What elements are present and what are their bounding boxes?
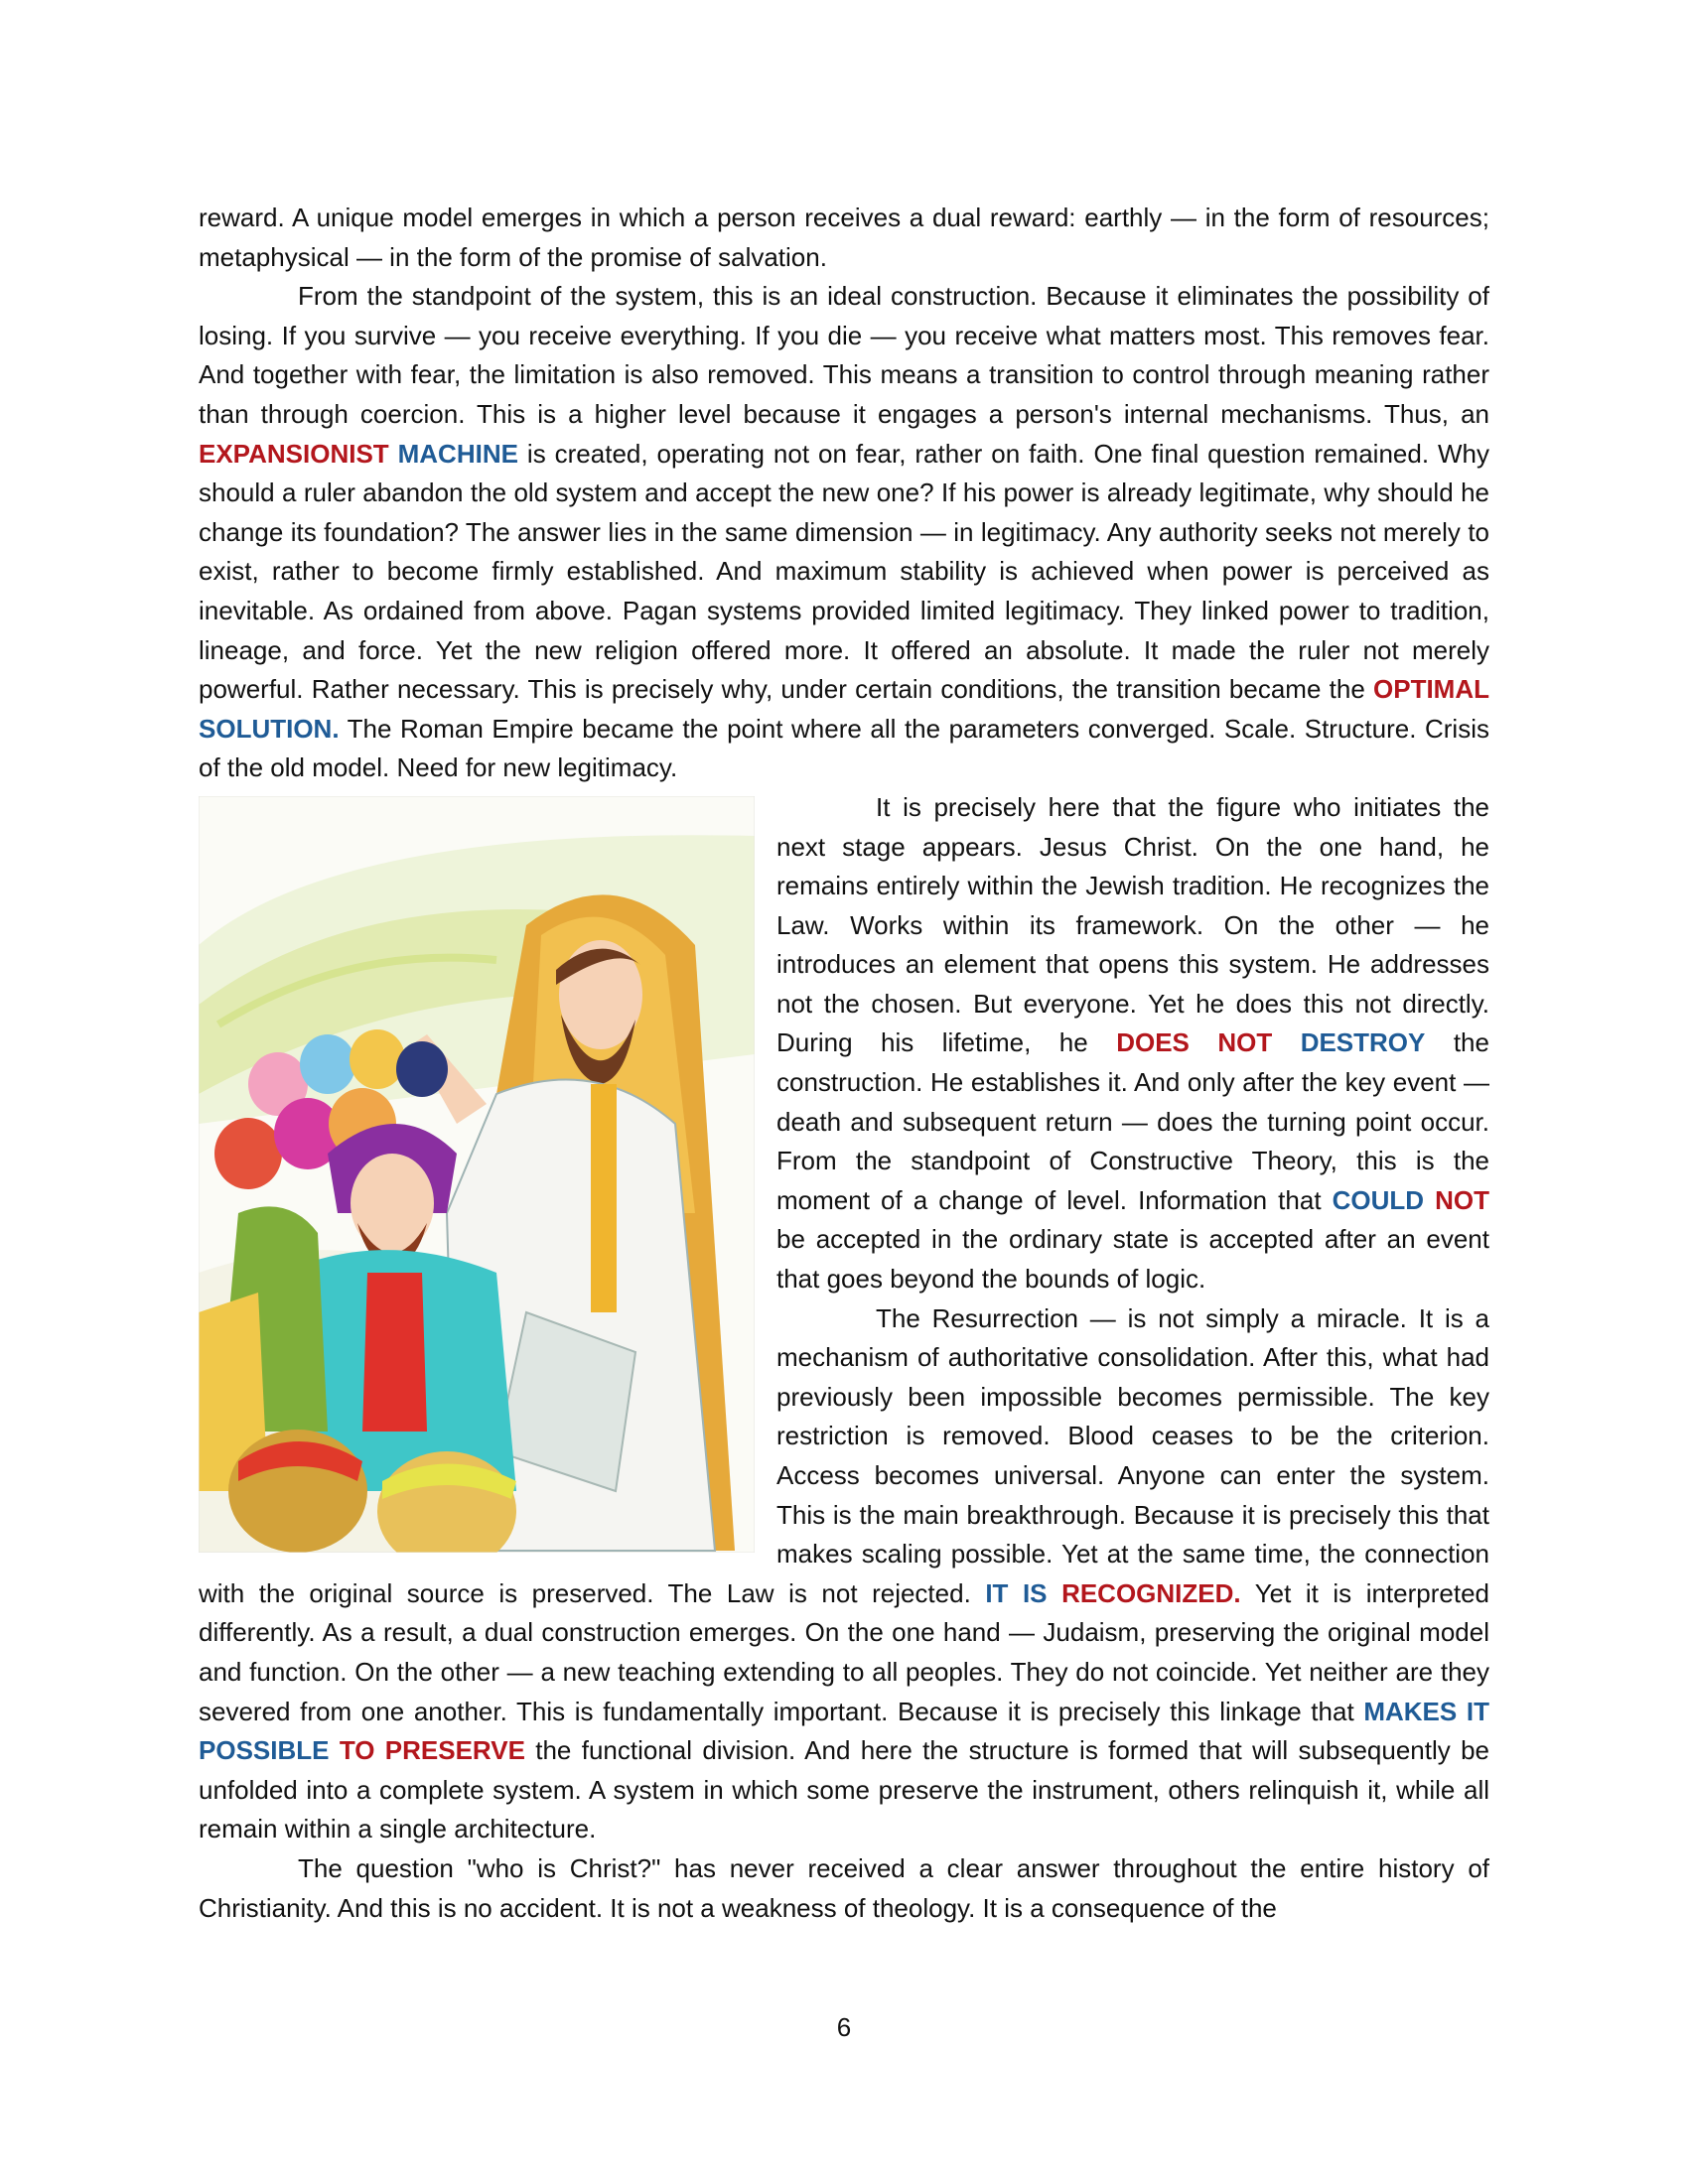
emphasis-destroy: DESTROY bbox=[1300, 1027, 1426, 1058]
emphasis-not: NOT bbox=[1435, 1184, 1489, 1215]
paragraph-4-text-3: the functional division. And here the structure is formed that will subsequently be unfolded into a complete system. A system in which some preserve the instrument, others relinquish it, while all remain within a single architecture. bbox=[199, 1735, 1489, 1844]
paragraph-4-text-2: Yet it is interpreted differently. As a result, a dual construction emerges. On the one hand — Judaism, preserving the original model and function. On the other — a new teaching extending to all peoples. They do not coincide. Yet neither are they severed from one another. This is fundamentally important. Because it is precisely this linkage that bbox=[199, 1577, 1489, 1726]
emphasis-makes-it-possible: MAKES IT POSSIBLE bbox=[199, 1696, 1489, 1766]
emphasis-expansionist: EXPANSIONIST bbox=[199, 438, 389, 469]
emphasis-machine: MACHINE bbox=[397, 438, 518, 469]
emphasis-it-is: IT IS bbox=[985, 1577, 1048, 1608]
emphasis-to-preserve: TO PRESERVE bbox=[339, 1735, 525, 1766]
emphasis-recognized: RECOGNIZED. bbox=[1061, 1577, 1241, 1608]
page-number: 6 bbox=[836, 2012, 852, 2042]
emphasis-solution: SOLUTION. bbox=[199, 713, 340, 744]
page-body bbox=[199, 199, 1489, 1928]
paragraph-5: The question "who is Christ?" has never received a clear answer throughout the entire history of Christianity. And this is no accident. It is not a weakness of theology. It is a consequence of the bbox=[199, 1852, 1489, 1923]
paragraph-2-text-3: The Roman Empire became the point where all the parameters converged. Scale. Structure. Crisis of the old model. Need for new legitimacy. bbox=[199, 713, 1489, 783]
paragraph-2-text-1: From the standpoint of the system, this is an ideal construction. Because it eliminates the possibility of losing. If you survive — you receive everything. If you die — you receive what matters most. This removes fear. And together with fear, the limitation is also removed. This means a transition to control through meaning rather than through coercion. This is a higher level because it engages a person's internal mechanisms. Thus, an bbox=[199, 281, 1489, 429]
paragraph-3-text-1: It is precisely here that the figure who initiates the next stage appears. Jesus Christ. On the one hand, he remains entirely within the Jewish tradition. He recognizes the Law. Works within its framework. On the other — he introduces an element that opens this system. He addresses not the chosen. But everyone. Yet he does this not directly. During his lifetime, he bbox=[776, 791, 1489, 1058]
illustration-jesus-teaching bbox=[199, 796, 755, 1553]
emphasis-could: COULD bbox=[1332, 1184, 1425, 1215]
paragraph-1: reward. A unique model emerges in which a person receives a dual reward: earthly — in the form of resources; metaphysical — in the form of the promise of salvation. bbox=[199, 203, 1489, 272]
paragraph-2 bbox=[199, 277, 1489, 788]
paragraph-2-text-2: is created, operating not on fear, rather on faith. One final question remained. Why should a ruler abandon the old system and accept the new one? If his power is already legitimate, why should he change its foundation? The answer lies in the same dimension — in legitimacy. Any authority seeks not merely to exist, rather to become firmly established. And maximum stability is achieved when power is perceived as inevitable. As ordained from above. Pagan systems provided limited legitimacy. They linked power to tradition, lineage, and force. Yet the new religion offered more. It offered an absolute. It made the ruler not merely powerful. Rather necessary. This is precisely why, under certain conditions, the transition became the bbox=[199, 438, 1489, 705]
paragraph-3-text-3: be accepted in the ordinary state is accepted after an event that goes beyond the bounds of logic. bbox=[776, 1224, 1489, 1295]
emphasis-does-not: DOES NOT bbox=[1116, 1027, 1273, 1058]
illustration-drawing bbox=[199, 796, 755, 1553]
emphasis-optimal: OPTIMAL bbox=[1373, 674, 1489, 705]
paragraph-4-text-1: The Resurrection — is not simply a miracle. It is a mechanism of authoritative consolidation. After this, what had previously been impossible becomes permissible. The key restriction is removed. Blood ceases to be the criterion. Access becomes universal. Anyone can enter the system. This is the main breakthrough. Because it is precisely this that makes scaling possible. Yet at the same time, the connection with the original source is preserved. The Law is not rejected. bbox=[199, 1302, 1489, 1608]
paragraph-3-text-2: the construction. He establishes it. And only after the key event — death and subsequent return — does the turning point occur. From the standpoint of Constructive Theory, this is the moment of a change of level. Information that bbox=[776, 1027, 1489, 1215]
